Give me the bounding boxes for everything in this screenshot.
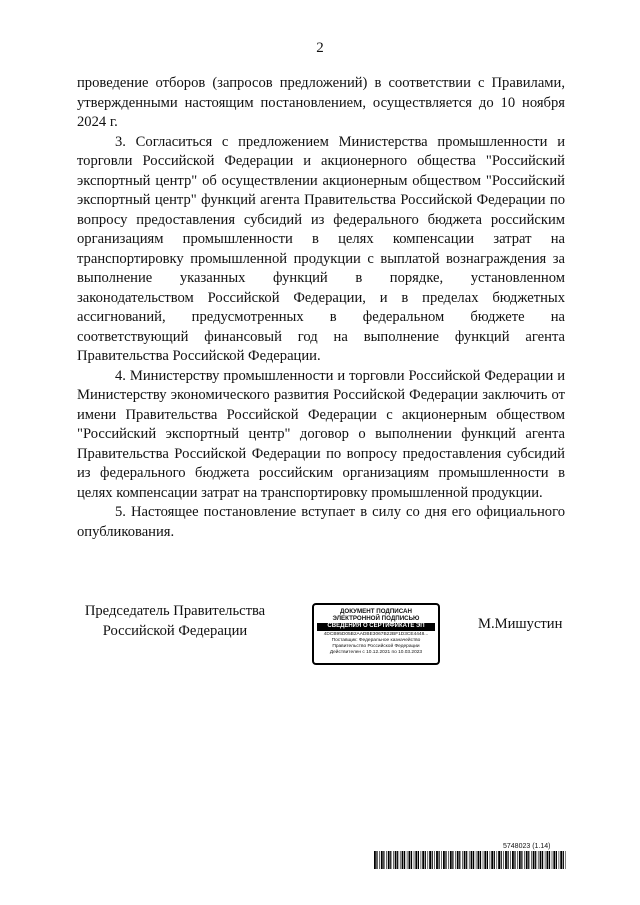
- barcode-bar: [552, 851, 553, 869]
- barcode-bar: [434, 851, 435, 869]
- barcode-bar: [514, 851, 515, 869]
- barcode-bar: [374, 851, 376, 869]
- barcode-bar: [540, 851, 542, 869]
- electronic-signature-stamp: [312, 603, 440, 665]
- barcode-bar: [535, 851, 536, 869]
- page-number: 2: [316, 40, 324, 56]
- barcode-bar: [425, 851, 426, 869]
- paragraph-continuation: проведение отборов (запросов предложений) в соответствии с Правилами, утвержденными настоящим постановлением, осуществляется до 10 ноября 2024 г.: [77, 75, 565, 130]
- barcode-bar: [484, 851, 486, 869]
- barcode-bar: [526, 851, 528, 869]
- barcode-image: [374, 851, 566, 869]
- barcode-bar: [473, 851, 474, 869]
- barcode-bar: [393, 851, 394, 869]
- barcode-bar: [457, 851, 459, 869]
- barcode-bar: [517, 851, 518, 869]
- barcode-bar: [386, 851, 387, 869]
- barcode-bar: [487, 851, 488, 869]
- barcode-bar: [469, 851, 470, 869]
- paragraph-5: 5. Настоящее постановление вступает в силу со дня его официального опубликования.: [77, 504, 565, 540]
- barcode-bar: [404, 851, 405, 869]
- barcode-bar: [439, 851, 440, 869]
- signatory-title: [80, 602, 270, 641]
- barcode-bar: [388, 851, 390, 869]
- barcode-bar: [395, 851, 397, 869]
- barcode-bar: [559, 851, 560, 869]
- barcode-bar: [471, 851, 473, 869]
- barcode-bar: [409, 851, 411, 869]
- barcode-bar: [455, 851, 456, 869]
- barcode-bar: [400, 851, 401, 869]
- barcode-bar: [452, 851, 453, 869]
- document-body: [77, 74, 565, 542]
- barcode-bar: [533, 851, 535, 869]
- barcode-bar: [497, 851, 498, 869]
- barcode-bar: [450, 851, 452, 869]
- barcode-bar: [390, 851, 391, 869]
- barcode-bar: [429, 851, 431, 869]
- barcode-bar: [553, 851, 555, 869]
- barcode-bar: [528, 851, 529, 869]
- barcode-bar: [443, 851, 445, 869]
- barcode-bar: [501, 851, 502, 869]
- barcode-bar: [436, 851, 438, 869]
- barcode-bar: [459, 851, 460, 869]
- signatory-name: М.Мишустин: [478, 616, 563, 632]
- barcode-bar: [462, 851, 463, 869]
- barcode-bar: [491, 851, 493, 869]
- barcode-bar: [397, 851, 398, 869]
- barcode-bar: [476, 851, 477, 869]
- barcode-bar: [411, 851, 412, 869]
- barcode-bar: [466, 851, 467, 869]
- barcode-bar: [478, 851, 480, 869]
- barcode-bar: [519, 851, 521, 869]
- barcode-bar: [494, 851, 495, 869]
- barcode-bar: [563, 851, 564, 869]
- barcode-bar: [445, 851, 446, 869]
- barcode-bar: [498, 851, 500, 869]
- document-code: 5748023 (1.14): [503, 843, 551, 850]
- barcode-bar: [376, 851, 377, 869]
- barcode-bar: [432, 851, 433, 869]
- barcode-bar: [508, 851, 509, 869]
- barcode-bar: [521, 851, 522, 869]
- barcode-bar: [383, 851, 384, 869]
- barcode-bar: [421, 851, 422, 869]
- stamp-certificate: 4DCB95D05B2AADBE3067B22BF1D3CE4448...: [323, 631, 429, 637]
- barcode-bar: [547, 851, 549, 869]
- barcode-bar: [556, 851, 557, 869]
- stamp-validity: Действителен с 10.12.2021 по 10.03.2023: [329, 649, 423, 655]
- barcode-bar: [512, 851, 514, 869]
- barcode-bar: [524, 851, 525, 869]
- barcode-bar: [505, 851, 507, 869]
- barcode-bar: [407, 851, 408, 869]
- barcode-bar: [448, 851, 449, 869]
- barcode-bar: [566, 851, 567, 869]
- barcode-bar: [381, 851, 383, 869]
- barcode-bar: [402, 851, 404, 869]
- barcode-bar: [415, 851, 417, 869]
- barcode-bar: [510, 851, 511, 869]
- barcode-bar: [441, 851, 442, 869]
- barcode-bar: [483, 851, 484, 869]
- barcode-bar: [480, 851, 481, 869]
- barcode-bar: [418, 851, 419, 869]
- stamp-line1: ДОКУМЕНТ ПОДПИСАН: [340, 608, 412, 615]
- barcode-bar: [422, 851, 424, 869]
- barcode-bar: [545, 851, 546, 869]
- stamp-line2: ЭЛЕКТРОННОЙ ПОДПИСЬЮ: [332, 615, 420, 622]
- barcode-bar: [538, 851, 539, 869]
- barcode-bar: [428, 851, 429, 869]
- paragraph-3: 3. Согласиться с предложением Министерства промышленности и торговли Российской Федерации и акционерного общества "Российский экспортный центр" об осуществлении акционерным обществом "Российский экспортный центр" функций агента Правительства Российской Федерации по вопросу предоставления субсидий из федерального бюджета российским организациям промышленности в целях компенсации затрат на транспортировку промышленной продукции с выплатой вознаграждения за выполнение указанных функций в порядке, установленном законодательством Российской Федерации, и в пределах бюджетных ассигнований, предусмотренных в федеральном бюджете на соответствующий финансовый год на выполнение функций агента Правительства Российской Федерации.: [77, 133, 565, 364]
- stamp-issuer-line2: Правительство Российской Федерации: [332, 643, 420, 649]
- barcode-bar: [379, 851, 380, 869]
- barcode-bar: [490, 851, 491, 869]
- barcode-bar: [549, 851, 550, 869]
- barcode-bar: [464, 851, 466, 869]
- barcode-bar: [560, 851, 562, 869]
- barcode-bar: [503, 851, 504, 869]
- barcode-bar: [531, 851, 532, 869]
- barcode-bar: [542, 851, 543, 869]
- stamp-issuer-line1: Поставщик: Федеральное казначейство: [331, 637, 421, 643]
- signatory-title-line2: Российской Федерации: [102, 622, 248, 639]
- signatory-title-line1: Председатель Правительства: [84, 603, 266, 619]
- stamp-header: СВЕДЕНИЯ О СЕРТИФИКАТЕ ЭП: [317, 623, 435, 631]
- barcode-bar: [414, 851, 415, 869]
- paragraph-4: 4. Министерству промышленности и торговли Российской Федерации и Министерству экономического развития Российской Федерации заключить от имени Правительства Российской Федерации с акционерным обществом "Российский экспортный центр" договор о выполнении функций агента Правительства Российской Федерации по вопросу предоставления субсидий из федерального бюджета российским организациям промышленности в целях компенсации затрат на транспортировку промышленной продукции.: [77, 367, 565, 501]
